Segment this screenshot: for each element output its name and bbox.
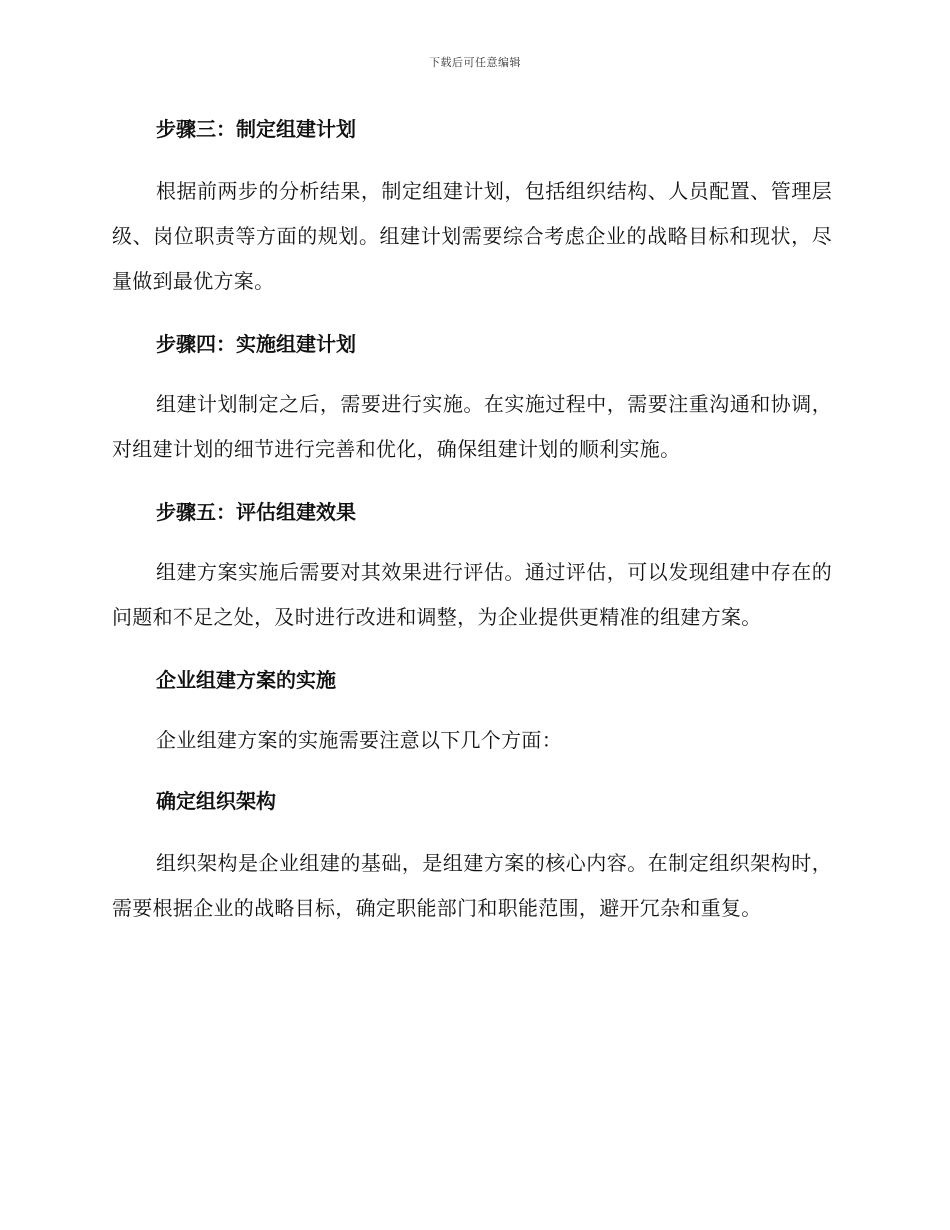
- document-body: [112, 110, 832, 931]
- section-paragraph-implementation: 企业组建方案的实施需要注意以下几个方面：: [156, 728, 562, 752]
- section-paragraph-org-structure: 组织架构是企业组建的基础，是组建方案的核心内容。在制定组织架构时，需要根据企业的战略目标，确定职能部门和职能范围，避开冗杂和重复。: [112, 851, 832, 920]
- section-paragraph-step3: 根据前两步的分析结果，制定组建计划，包括组织结构、人员配置、管理层级、岗位职责等方面的规划。组建计划需要综合考虑企业的战略目标和现状，尽量做到最优方案。: [112, 179, 832, 293]
- section-heading-step4: 步骤四：实施组建计划: [156, 332, 356, 356]
- section-paragraph-step4: 组建计划制定之后，需要进行实施。在实施过程中，需要注重沟通和协调，对组建计划的细节进行完善和优化，确保组建计划的顺利实施。: [112, 392, 832, 461]
- section-heading-step3: 步骤三：制定组建计划: [156, 117, 356, 141]
- section-heading-step5: 步骤五：评估组建效果: [156, 500, 356, 524]
- header-note: 下载后可任意编辑: [429, 56, 521, 69]
- section-heading-implementation: 企业组建方案的实施: [156, 668, 336, 692]
- section-paragraph-step5: 组建方案实施后需要对其效果进行评估。通过评估，可以发现组建中存在的问题和不足之处，及时进行改进和调整，为企业提供更精准的组建方案。: [112, 560, 832, 629]
- section-heading-org-structure: 确定组织架构: [156, 789, 276, 813]
